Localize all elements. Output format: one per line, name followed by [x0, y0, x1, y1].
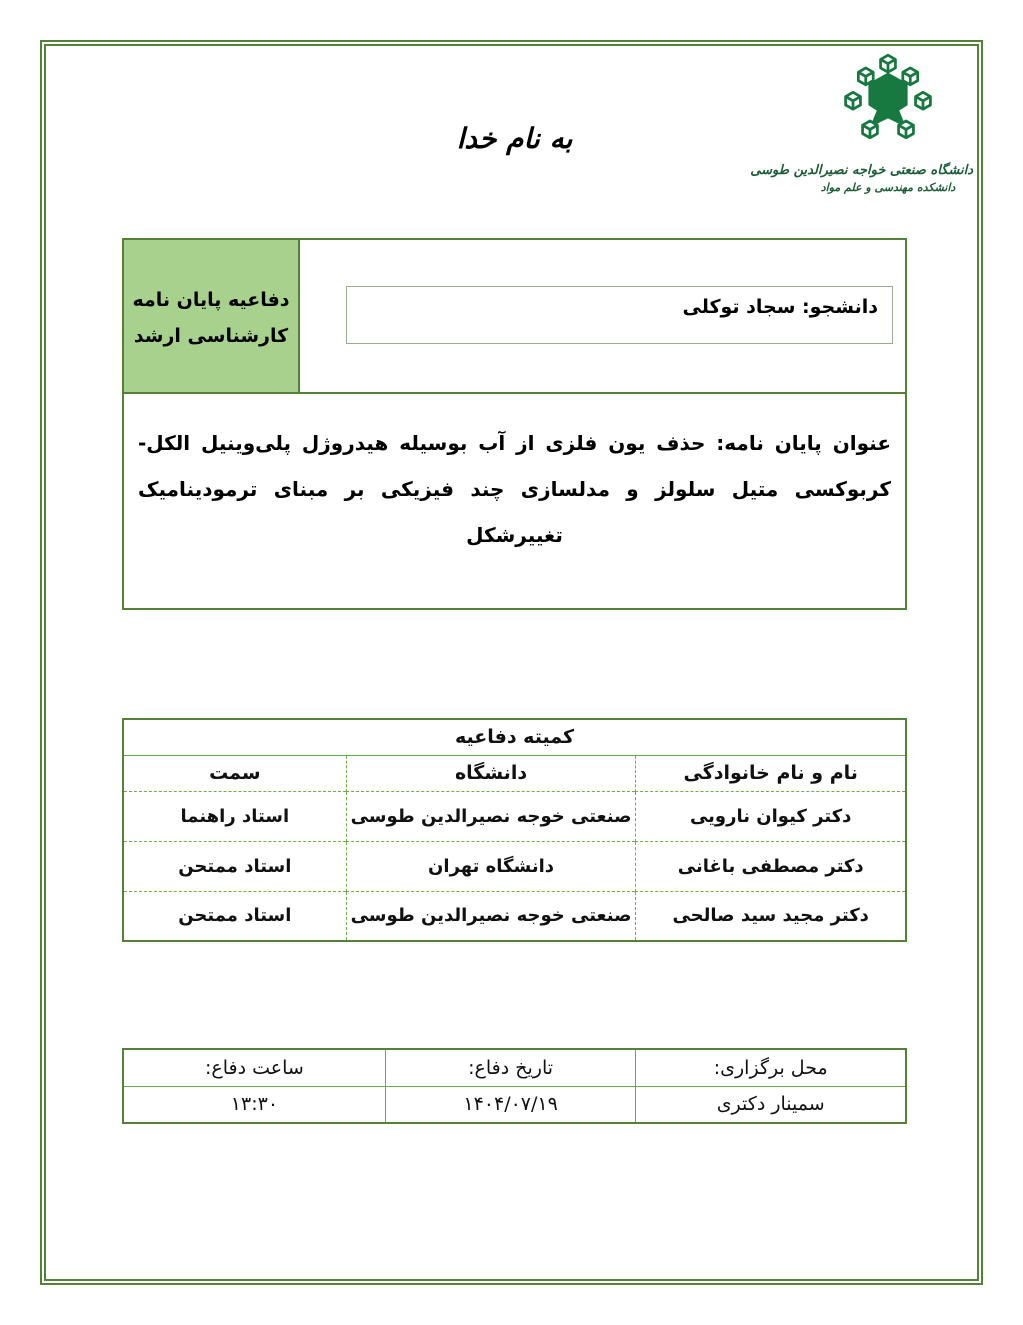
member-name: دکتر کیوان نارویی	[636, 791, 906, 841]
member-university: دانشگاه تهران	[346, 841, 636, 891]
thesis-title-cell	[124, 392, 905, 608]
defense-info-table	[122, 238, 907, 610]
member-name: دکتر مجید سید صالحی	[636, 891, 906, 941]
committee-title: کمیته دفاعیه	[123, 719, 906, 755]
thesis-title-text: عنوان پایان نامه: حذف یون فلزی از آب بوسیله هیدروژل پلی‌وینیل الکل- کربوکسی متیل سلولز و مدلسازی چند فیزیکی بر مبنای ترمودینامیک تغییرشکل	[138, 431, 891, 547]
bismillah-calligraphy: به نام خدا	[456, 122, 573, 155]
member-university: صنعتی خوجه نصیرالدین طوسی	[346, 891, 636, 941]
faculty-name: دانشکده مهندسی و علم مواد	[820, 181, 956, 194]
university-name: دانشگاه صنعتی خواجه نصیرالدین طوسی	[750, 163, 973, 178]
column-header-position: سمت	[123, 755, 346, 791]
date-label: تاریخ دفاع:	[385, 1049, 636, 1086]
student-name-text: دانشجو: سجاد توکلی	[682, 296, 878, 318]
student-cell	[300, 240, 905, 392]
schedule-value-row	[123, 1086, 906, 1123]
committee-header-row	[123, 755, 906, 791]
info-row-student	[124, 240, 905, 392]
schedule-header-row	[123, 1049, 906, 1086]
date-value: ۱۴۰۴/۰۷/۱۹	[385, 1086, 636, 1123]
column-header-university: دانشگاه	[346, 755, 636, 791]
committee-row-2	[123, 841, 906, 891]
student-name-box	[346, 286, 893, 344]
time-value: ۱۳:۳۰	[123, 1086, 385, 1123]
defense-type-line1: دفاعیه پایان نامه	[132, 289, 290, 311]
member-position: استاد ممتحن	[123, 891, 346, 941]
committee-row-1	[123, 791, 906, 841]
column-header-name: نام و نام خانوادگی	[636, 755, 906, 791]
defense-type-line2: کارشناسی ارشد	[133, 325, 289, 347]
defense-type-cell	[124, 240, 300, 392]
member-university: صنعتی خوجه نصیرالدین طوسی	[346, 791, 636, 841]
committee-caption-row	[123, 719, 906, 755]
member-name: دکتر مصطفی باغانی	[636, 841, 906, 891]
schedule-table	[122, 1048, 907, 1124]
member-position: استاد راهنما	[123, 791, 346, 841]
committee-row-3	[123, 891, 906, 941]
venue-label: محل برگزاری:	[636, 1049, 906, 1086]
time-label: ساعت دفاع:	[123, 1049, 385, 1086]
venue-value: سمینار دکتری	[636, 1086, 906, 1123]
member-position: استاد ممتحن	[123, 841, 346, 891]
committee-table	[122, 718, 907, 942]
